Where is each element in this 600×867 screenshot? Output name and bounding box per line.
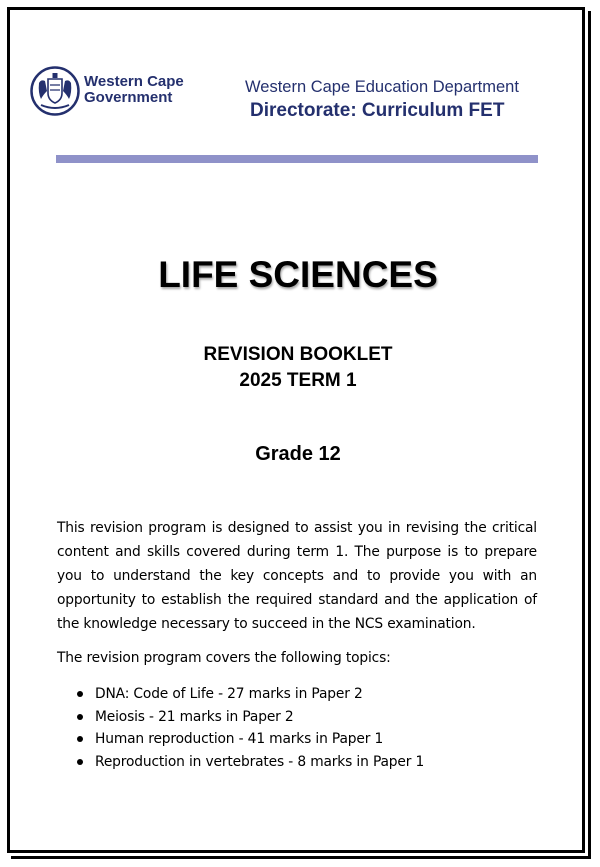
list-item: Reproduction in vertebrates - 8 marks in Paper 1: [57, 751, 537, 774]
topics-list: [57, 683, 537, 773]
list-item: Human reproduction - 41 marks in Paper 1: [57, 728, 537, 751]
booklet-subtitle: REVISION BOOKLET: [203, 344, 393, 365]
bullet-icon: [77, 736, 83, 742]
document-title: LIFE SCIENCES: [158, 254, 438, 295]
bullet-icon: [77, 714, 83, 720]
header-divider-bar: [56, 155, 538, 163]
list-item: Meiosis - 21 marks in Paper 2: [57, 706, 537, 729]
grade-label: Grade 12: [255, 443, 341, 465]
department-name: Western Cape Education Department: [245, 78, 519, 96]
government-name: Western Cape Government: [84, 73, 184, 106]
topics-intro: The revision program covers the following topics:: [57, 650, 391, 666]
coat-of-arms-logo: [29, 66, 81, 116]
list-item: DNA: Code of Life - 27 marks in Paper 2: [57, 683, 537, 706]
bullet-icon: [77, 691, 83, 697]
bullet-icon: [77, 759, 83, 765]
intro-paragraph: This revision program is designed to assist you in revising the critical content and skills covered during term 1. The purpose is to prepare you to understand the key concepts and to provide you with an opportunity to establish the required standard and the application of the knowledge necessary to succeed in the NCS examination.: [57, 520, 537, 632]
directorate-name: Directorate: Curriculum FET: [250, 100, 505, 121]
term-subtitle: 2025 TERM 1: [239, 370, 357, 391]
